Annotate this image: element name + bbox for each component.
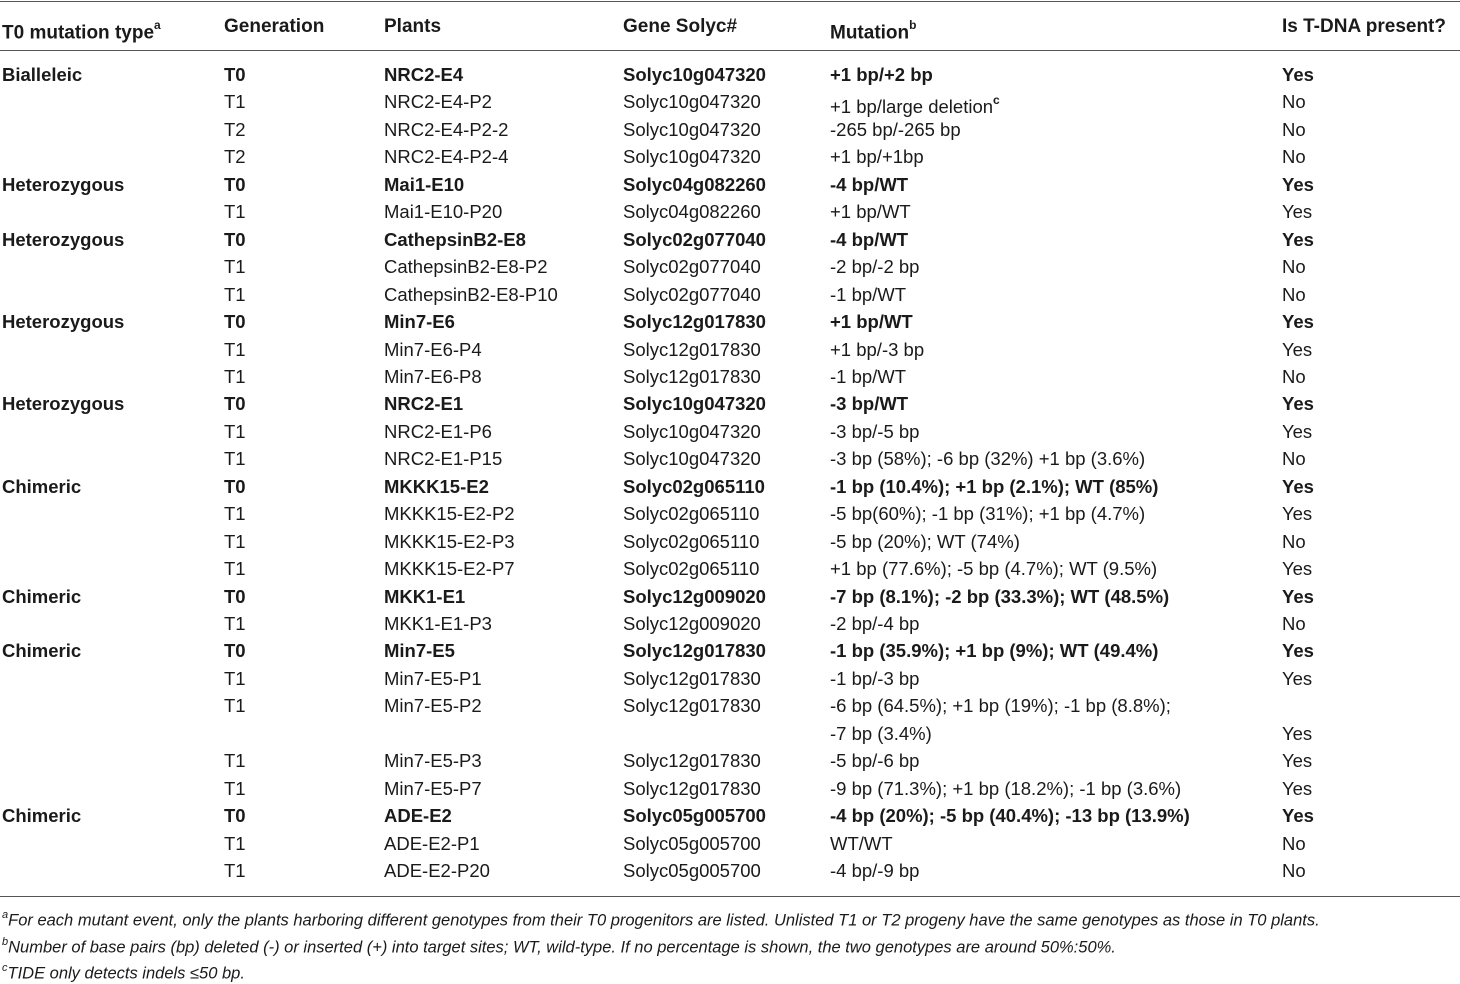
table-row xyxy=(0,531,1460,553)
row-generation: T1 xyxy=(224,695,246,716)
row-generation: T0 xyxy=(224,174,246,195)
row-plant: MKKK15-E2-P3 xyxy=(384,531,515,552)
row-generation: T1 xyxy=(224,91,246,112)
row-mutation: -9 bp (71.3%); +1 bp (18.2%); -1 bp (3.6%) xyxy=(830,778,1182,799)
row-plant: ADE-E2-P1 xyxy=(384,833,480,854)
row-tdna: Yes xyxy=(1282,393,1314,414)
row-gene: Solyc12g017830 xyxy=(623,695,761,716)
row-plant: CathepsinB2-E8 xyxy=(384,229,526,250)
row-plant: ADE-E2-P20 xyxy=(384,860,490,881)
row-gene: Solyc05g005700 xyxy=(623,805,766,826)
table-row xyxy=(0,640,1460,662)
row-mutation: -4 bp/-9 bp xyxy=(830,860,920,881)
row-generation: T1 xyxy=(224,860,246,881)
table-row xyxy=(0,366,1460,388)
row-tdna: No xyxy=(1282,91,1306,112)
table-row xyxy=(0,119,1460,141)
row-gene: Solyc12g017830 xyxy=(623,366,761,387)
table-row xyxy=(0,558,1460,580)
row-tdna: Yes xyxy=(1282,640,1314,661)
row-plant: MKKK15-E2-P2 xyxy=(384,503,515,524)
row-generation: T0 xyxy=(224,640,246,661)
row-plant: Min7-E6 xyxy=(384,311,455,332)
table-bottom-rule xyxy=(0,896,1460,897)
table-row xyxy=(0,256,1460,278)
row-plant: Min7-E5-P2 xyxy=(384,695,482,716)
row-gene: Solyc05g005700 xyxy=(623,833,761,854)
row-mutation: +1 bp/WT xyxy=(830,311,913,332)
row-generation: T1 xyxy=(224,366,246,387)
row-mutation: +1 bp/large deletion$^c$ xyxy=(830,93,1000,118)
row-mutation: -265 bp/-265 bp xyxy=(830,119,961,140)
row-mutation: -1 bp/WT xyxy=(830,366,907,387)
row-gene: Solyc12g017830 xyxy=(623,339,761,360)
row-tdna: No xyxy=(1282,613,1306,634)
table-row xyxy=(0,503,1460,525)
row-generation: T1 xyxy=(224,558,246,579)
row-gene: Solyc12g017830 xyxy=(623,668,761,689)
row-mutation: -4 bp/WT xyxy=(830,229,909,250)
row-mutation: -1 bp/WT xyxy=(830,284,907,305)
row-gene: Solyc12g017830 xyxy=(623,750,761,771)
row-gene: Solyc12g017830 xyxy=(623,778,761,799)
row-mutation: -5 bp (20%); WT (74%) xyxy=(830,531,1020,552)
table-row xyxy=(0,778,1460,800)
row-tdna: No xyxy=(1282,119,1306,140)
row-mutation-type: Heterozygous xyxy=(2,229,125,250)
row-tdna: No xyxy=(1282,448,1306,469)
row-plant: MKK1-E1 xyxy=(384,586,466,607)
row-tdna: No xyxy=(1282,833,1306,854)
row-generation: T1 xyxy=(224,531,246,552)
row-tdna: Yes xyxy=(1282,503,1313,524)
row-tdna: Yes xyxy=(1282,174,1314,195)
row-tdna: Yes xyxy=(1282,805,1314,826)
row-plant: NRC2-E1-P6 xyxy=(384,421,492,442)
table-row xyxy=(0,448,1460,470)
table-row xyxy=(0,750,1460,772)
row-gene: Solyc10g047320 xyxy=(623,421,761,442)
row-plant: NRC2-E1 xyxy=(384,393,464,414)
row-gene: Solyc10g047320 xyxy=(623,146,761,167)
row-generation: T0 xyxy=(224,229,246,250)
row-mutation: +1 bp/+2 bp xyxy=(830,64,933,85)
row-mutation-type: Heterozygous xyxy=(2,174,125,195)
row-tdna: Yes xyxy=(1282,229,1314,250)
table-row xyxy=(0,339,1460,361)
row-mutation: -7 bp (3.4%) xyxy=(830,723,932,744)
row-plant: MKKK15-E2 xyxy=(384,476,489,497)
table-row xyxy=(0,201,1460,223)
row-mutation: -5 bp/-6 bp xyxy=(830,750,920,771)
row-gene: Solyc12g017830 xyxy=(623,311,766,332)
row-mutation: WT/WT xyxy=(830,833,893,854)
row-mutation-type: Heterozygous xyxy=(2,311,125,332)
header-plants: Plants xyxy=(384,16,442,37)
row-tdna: Yes xyxy=(1282,476,1314,497)
row-mutation: -2 bp/-2 bp xyxy=(830,256,920,277)
table-row xyxy=(0,668,1460,690)
row-gene: Solyc02g065110 xyxy=(623,531,760,552)
table-row xyxy=(0,229,1460,251)
row-mutation: +1 bp (77.6%); -5 bp (4.7%); WT (9.5%) xyxy=(830,558,1158,579)
row-tdna: No xyxy=(1282,531,1306,552)
row-gene: Solyc12g009020 xyxy=(623,613,761,634)
row-mutation: -2 bp/-4 bp xyxy=(830,613,920,634)
row-gene: Solyc10g047320 xyxy=(623,64,766,85)
row-mutation-type: Chimeric xyxy=(2,586,82,607)
row-tdna: No xyxy=(1282,256,1306,277)
row-generation: T0 xyxy=(224,393,246,414)
row-generation: T2 xyxy=(224,119,246,140)
row-mutation: -7 bp (8.1%); -2 bp (33.3%); WT (48.5%) xyxy=(830,586,1170,607)
row-tdna: No xyxy=(1282,146,1306,167)
row-tdna: No xyxy=(1282,860,1306,881)
table-row xyxy=(0,723,1460,745)
row-generation: T0 xyxy=(224,64,246,85)
table-row xyxy=(0,586,1460,608)
row-generation: T1 xyxy=(224,284,246,305)
table-row xyxy=(0,311,1460,333)
table-row xyxy=(0,833,1460,855)
row-gene: Solyc02g077040 xyxy=(623,284,761,305)
row-generation: T1 xyxy=(224,750,246,771)
row-generation: T0 xyxy=(224,586,246,607)
row-gene: Solyc04g082260 xyxy=(623,201,761,222)
table-row xyxy=(0,284,1460,306)
row-tdna: Yes xyxy=(1282,723,1313,744)
row-plant: Min7-E5-P1 xyxy=(384,668,482,689)
row-tdna: No xyxy=(1282,284,1306,305)
table-row xyxy=(0,64,1460,86)
table-row xyxy=(0,860,1460,882)
footnote-b: $^b$Number of base pairs (bp) deleted (-) or inserted (+) into target sites; WT, wild-type. If no percentage is shown, the two genotypes are around 50%:50%. xyxy=(2,936,1116,957)
header-gene: Gene Solyc# xyxy=(623,16,738,37)
table-row xyxy=(0,146,1460,168)
row-plant: NRC2-E4-P2 xyxy=(384,91,492,112)
table-row xyxy=(0,393,1460,415)
row-tdna: Yes xyxy=(1282,421,1313,442)
row-plant: Min7-E5 xyxy=(384,640,455,661)
header-mutation-type: T0 mutation type$^a$ xyxy=(2,18,161,44)
table-row xyxy=(0,174,1460,196)
footnote-a: $^a$For each mutant event, only the plants harboring different genotypes from their T0 progenitors are listed. Unlisted T1 or T2 progeny have the same genotypes as those in T0 plants. xyxy=(2,909,1320,930)
row-gene: Solyc05g005700 xyxy=(623,860,761,881)
row-generation: T0 xyxy=(224,311,246,332)
row-plant: Min7-E6-P8 xyxy=(384,366,482,387)
row-tdna: Yes xyxy=(1282,311,1314,332)
row-generation: T1 xyxy=(224,613,246,634)
row-mutation: +1 bp/+1bp xyxy=(830,146,924,167)
row-tdna: Yes xyxy=(1282,64,1314,85)
row-tdna: Yes xyxy=(1282,668,1313,689)
row-generation: T0 xyxy=(224,805,246,826)
row-plant: Min7-E5-P7 xyxy=(384,778,482,799)
row-mutation: -4 bp (20%); -5 bp (40.4%); -13 bp (13.9%) xyxy=(830,805,1190,826)
row-plant: MKKK15-E2-P7 xyxy=(384,558,515,579)
row-mutation: -6 bp (64.5%); +1 bp (19%); -1 bp (8.8%); xyxy=(830,695,1171,716)
row-plant: NRC2-E4 xyxy=(384,64,464,85)
row-mutation: -1 bp (35.9%); +1 bp (9%); WT (49.4%) xyxy=(830,640,1159,661)
table-top-rule xyxy=(0,1,1460,2)
row-plant: MKK1-E1-P3 xyxy=(384,613,492,634)
row-plant: Min7-E5-P3 xyxy=(384,750,482,771)
row-gene: Solyc10g047320 xyxy=(623,91,761,112)
row-generation: T1 xyxy=(224,668,246,689)
row-mutation: -4 bp/WT xyxy=(830,174,909,195)
table-row xyxy=(0,805,1460,827)
row-plant: CathepsinB2-E8-P10 xyxy=(384,284,558,305)
row-plant: Min7-E6-P4 xyxy=(384,339,482,360)
table-row xyxy=(0,421,1460,443)
row-gene: Solyc10g047320 xyxy=(623,448,761,469)
row-tdna: Yes xyxy=(1282,558,1313,579)
row-gene: Solyc04g082260 xyxy=(623,174,766,195)
row-plant: NRC2-E1-P15 xyxy=(384,448,503,469)
row-generation: T1 xyxy=(224,503,246,524)
row-gene: Solyc02g077040 xyxy=(623,229,766,250)
row-generation: T1 xyxy=(224,778,246,799)
row-gene: Solyc02g065110 xyxy=(623,503,760,524)
row-gene: Solyc10g047320 xyxy=(623,393,766,414)
row-mutation: -1 bp (10.4%); +1 bp (2.1%); WT (85%) xyxy=(830,476,1159,497)
row-tdna: Yes xyxy=(1282,586,1314,607)
table-row xyxy=(0,91,1460,118)
header-tdna-present: Is T-DNA present? xyxy=(1282,16,1446,37)
row-mutation: -5 bp(60%); -1 bp (31%); +1 bp (4.7%) xyxy=(830,503,1146,524)
row-gene: Solyc02g077040 xyxy=(623,256,761,277)
row-generation: T1 xyxy=(224,256,246,277)
row-generation: T1 xyxy=(224,201,246,222)
row-tdna: Yes xyxy=(1282,201,1313,222)
row-gene: Solyc02g065110 xyxy=(623,558,760,579)
row-plant: CathepsinB2-E8-P2 xyxy=(384,256,548,277)
row-tdna: Yes xyxy=(1282,339,1313,360)
row-mutation-type: Heterozygous xyxy=(2,393,125,414)
row-mutation: -3 bp/-5 bp xyxy=(830,421,920,442)
table-row xyxy=(0,695,1460,717)
row-generation: T1 xyxy=(224,339,246,360)
row-gene: Solyc12g017830 xyxy=(623,640,766,661)
row-tdna: Yes xyxy=(1282,750,1313,771)
row-plant: NRC2-E4-P2-2 xyxy=(384,119,509,140)
row-mutation: +1 bp/WT xyxy=(830,201,911,222)
row-mutation: -3 bp (58%); -6 bp (32%) +1 bp (3.6%) xyxy=(830,448,1146,469)
row-mutation: -3 bp/WT xyxy=(830,393,909,414)
row-mutation-type: Chimeric xyxy=(2,805,82,826)
row-plant: NRC2-E4-P2-4 xyxy=(384,146,509,167)
row-gene: Solyc10g047320 xyxy=(623,119,761,140)
row-mutation: +1 bp/-3 bp xyxy=(830,339,925,360)
row-mutation-type: Chimeric xyxy=(2,640,82,661)
row-plant: ADE-E2 xyxy=(384,805,452,826)
row-plant: Mai1-E10 xyxy=(384,174,465,195)
row-gene: Solyc12g009020 xyxy=(623,586,766,607)
footnote-c: $^c$TIDE only detects indels ≤50 bp. xyxy=(2,962,245,983)
row-mutation-type: Bialleleic xyxy=(2,64,83,85)
table-row xyxy=(0,476,1460,498)
table-header-rule xyxy=(0,50,1460,51)
row-generation: T0 xyxy=(224,476,246,497)
row-generation: T1 xyxy=(224,448,246,469)
row-generation: T2 xyxy=(224,146,246,167)
table-row xyxy=(0,613,1460,635)
row-tdna: Yes xyxy=(1282,778,1313,799)
row-tdna: No xyxy=(1282,366,1306,387)
header-mutation: Mutation$^b$ xyxy=(830,18,917,44)
row-mutation-type: Chimeric xyxy=(2,476,82,497)
row-generation: T1 xyxy=(224,833,246,854)
header-generation: Generation xyxy=(224,16,325,37)
row-generation: T1 xyxy=(224,421,246,442)
row-gene: Solyc02g065110 xyxy=(623,476,765,497)
row-mutation: -1 bp/-3 bp xyxy=(830,668,920,689)
row-plant: Mai1-E10-P20 xyxy=(384,201,503,222)
